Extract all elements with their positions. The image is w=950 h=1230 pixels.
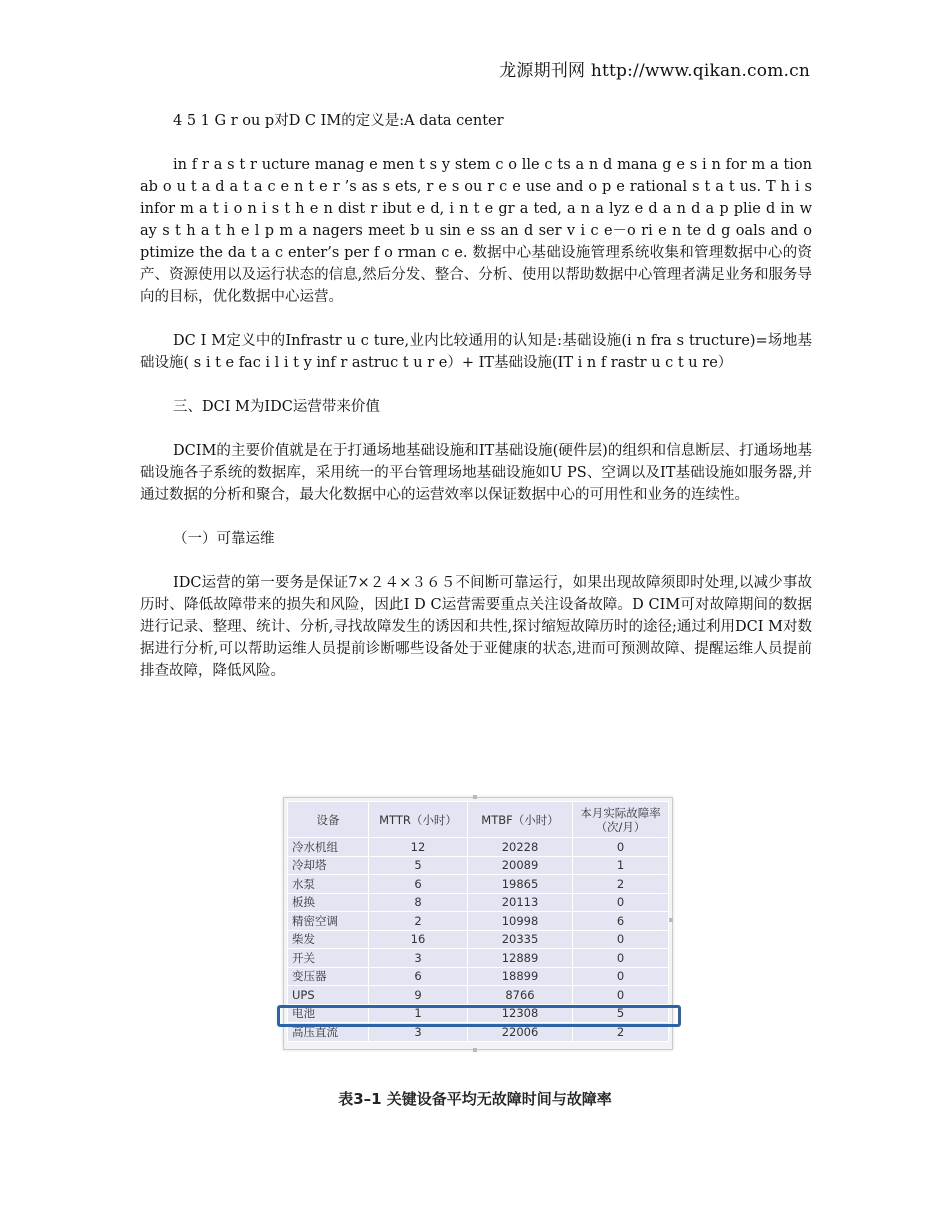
table-row (288, 967, 669, 986)
article-body (140, 110, 812, 704)
table-row (288, 949, 669, 968)
highlight-box-battery-row (277, 1005, 681, 1027)
cell-mttr: 1 (369, 1004, 468, 1023)
col-header-failure-rate: 本月实际故障率（次/月） (573, 802, 669, 838)
cell-mttr: 16 (369, 930, 468, 949)
cell-failure-rate: 2 (573, 875, 669, 894)
cell-device: 水泵 (288, 875, 369, 894)
cell-mttr: 9 (369, 986, 468, 1005)
cell-mtbf: 20113 (468, 893, 573, 912)
cell-mtbf: 20335 (468, 930, 573, 949)
table-header-row (288, 802, 669, 838)
cell-device: 精密空调 (288, 912, 369, 931)
cell-device: 高压直流 (288, 1023, 369, 1042)
cell-mttr: 6 (369, 875, 468, 894)
page-header: 龙源期刊网 http://www.qikan.com.cn (499, 61, 810, 81)
paragraph-infrastructure: DC I M定义中的Infrastr u c ture,业内比较通用的认知是:基础设施(i n fra s tructure)=场地基础设施( s i t e fac i l i t y inf r astruc t u r e）+ IT基础设施(IT i n f rastr u c t u re） (140, 333, 812, 371)
cell-mtbf: 19865 (468, 875, 573, 894)
cell-device: 板换 (288, 893, 369, 912)
paragraph-dcim-definition: in f r a s t r ucture manag e men t s y stem c o lle c ts a n d mana g e s i n for m a tion ab o u t a d a t a c e n t e r ’s as s ets, r e s ou r c e use and o p e rational s t a t us. T h i s infor m a t i o n i s t h e n dist r ibut e d, i n t e gr a ted, a n a lyz e d a n d a p plie d in w ay s t h a t h e l p m a nagers meet b u sin e ss an d ser v i c e－o ri e n te d g oals and o ptimize the da t a c enter’s per f o rman c e. 数据中心基础设施管理系统收集和管理数据中心的资产、资源使用以及运行状态的信息,然后分发、整合、分析、使用以帮助数据中心管理者满足业务和服务导向的目标，优化数据中心运营。 (140, 157, 812, 305)
col-header-mtbf: MTBF（小时） (468, 802, 573, 838)
cell-mttr: 5 (369, 856, 468, 875)
cell-mttr: 6 (369, 967, 468, 986)
cell-device: 变压器 (288, 967, 369, 986)
cell-mtbf: 12889 (468, 949, 573, 968)
paragraph-reliable-ops: IDC运营的第一要务是保证7×２４×３６５不间断可靠运行，如果出现故障须即时处理,以减少事故历时、降低故障带来的损失和风险，因此I D C运营需要重点关注设备故障。D CIM可对故障期间的数据进行记录、整理、统计、分析,寻找故障发生的诱因和共性,探讨缩短故障历时的途径;通过利用DCI M对数据进行分析,可以帮助运维人员提前诊断哪些设备处于亚健康的状态,进而可预测故障、提醒运维人员提前排查故障，降低风险。 (140, 575, 812, 679)
cell-device: 冷水机组 (288, 838, 369, 857)
cell-device: UPS (288, 986, 369, 1005)
cell-failure-rate: 0 (573, 949, 669, 968)
cell-mtbf: 8766 (468, 986, 573, 1005)
cell-failure-rate: 0 (573, 838, 669, 857)
table-caption: 表3–1 关键设备平均无故障时间与故障率 (338, 1090, 612, 1108)
cell-mtbf: 20228 (468, 838, 573, 857)
resize-handle (669, 918, 673, 922)
paragraph-dcim-definition-intro: 4 5 1 G r ou p对D C IM的定义是:A data center (173, 113, 504, 129)
cell-mtbf: 20089 (468, 856, 573, 875)
cell-mttr: 8 (369, 893, 468, 912)
table-row (288, 893, 669, 912)
resize-handle (473, 795, 477, 799)
cell-failure-rate: 0 (573, 893, 669, 912)
cell-failure-rate: 2 (573, 1023, 669, 1042)
cell-failure-rate: 5 (573, 1004, 669, 1023)
table-row (288, 856, 669, 875)
cell-mtbf: 12308 (468, 1004, 573, 1023)
cell-mtbf: 10998 (468, 912, 573, 931)
subsection-heading: （一）可靠运维 (173, 531, 275, 547)
cell-failure-rate: 6 (573, 912, 669, 931)
table-row (288, 986, 669, 1005)
cell-mtbf: 18899 (468, 967, 573, 986)
cell-mtbf: 22006 (468, 1023, 573, 1042)
cell-device: 开关 (288, 949, 369, 968)
cell-mttr: 3 (369, 949, 468, 968)
paragraph-dcim-value: DCIM的主要价值就是在于打通场地基础设施和IT基础设施(硬件层)的组织和信息断层、打通场地基础设施各子系统的数据库，采用统一的平台管理场地基础设施如U PS、空调以及IT基础设施如服务器,并通过数据的分析和聚合，最大化数据中心的运营效率以保证数据中心的可用性和业务的连续性。 (140, 443, 812, 503)
cell-mttr: 12 (369, 838, 468, 857)
cell-failure-rate: 0 (573, 986, 669, 1005)
table-row (288, 912, 669, 931)
cell-mttr: 2 (369, 912, 468, 931)
cell-mttr: 3 (369, 1023, 468, 1042)
table-row (288, 838, 669, 857)
cell-failure-rate: 1 (573, 856, 669, 875)
cell-device: 冷却塔 (288, 856, 369, 875)
cell-device: 电池 (288, 1004, 369, 1023)
table-row (288, 875, 669, 894)
col-header-mttr: MTTR（小时） (369, 802, 468, 838)
table-row (288, 930, 669, 949)
section-heading: 三、DCI M为IDC运营带来价值 (173, 399, 380, 415)
col-header-device: 设备 (288, 802, 369, 838)
cell-device: 柴发 (288, 930, 369, 949)
resize-handle (473, 1048, 477, 1052)
cell-failure-rate: 0 (573, 930, 669, 949)
cell-failure-rate: 0 (573, 967, 669, 986)
